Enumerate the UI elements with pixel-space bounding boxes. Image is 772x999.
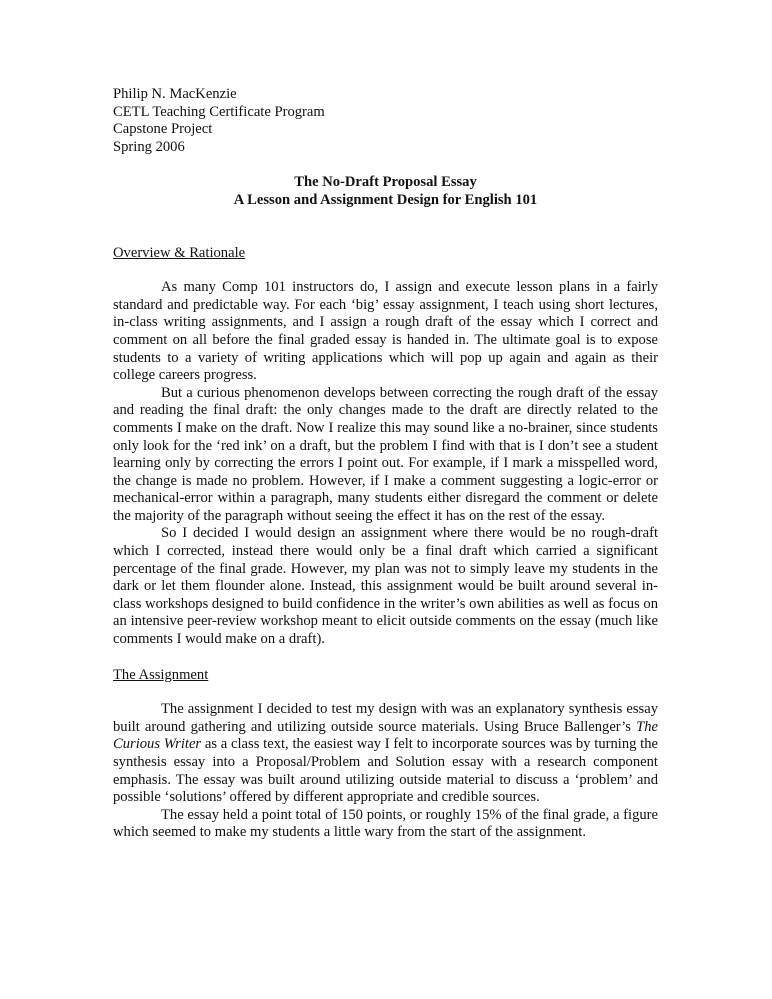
project-name: Capstone Project [113,121,213,138]
section-heading-overview: Overview & Rationale [113,244,246,261]
paragraph-text: The assignment I decided to test my design with was an explanatory synthesis essay built around gathering and utilizing outside source materials. Using Bruce Ballenger’s [113,701,658,735]
section-heading-assignment: The Assignment [113,666,209,683]
document-title [113,174,658,209]
title-main: The No-Draft Proposal Essay [294,174,477,191]
paragraph [113,701,658,807]
document-page [113,86,658,842]
paragraph: But a curious phenomenon develops between correcting the rough draft of the essay and reading the final draft: the only changes made to the draft are directly related to the comments I make on the draft. Now I realize this may sound like a no-brainer, since students only look for the ‘red ink’ on a draft, but the problem I find with that is I don’t see a student learning only by correcting the errors I point out. For example, if I mark a misspelled word, the change is made no problem. However, if I make a comment suggesting a logic-error or mechanical-error within a paragraph, many students either disregard the comment or delete the majority of the paragraph without seeing the effect it has on the rest of the essay. [113,384,658,524]
paragraph: The essay held a point total of 150 points, or roughly 15% of the final grade, a figure which seemed to make my students a little wary from the start of the assignment. [113,806,658,841]
paragraph-text: as a class text, the easiest way I felt to incorporate sources was by turning the synthesis essay into a Proposal/Problem and Solution essay with a research component emphasis. The essay was built around utilizing outside material to discuss a ‘problem’ and possible ‘solutions’ offered by different appropriate and credible sources. [113,736,659,806]
book-title: The Curious Writer [113,718,659,753]
paragraph: So I decided I would design an assignment where there would be no rough-draft which I corrected, instead there would only be a final draft which carried a significant percentage of the final grade. However, my plan was not to simply leave my students in the dark or let them flounder alone. Instead, this assignment would be built around several in-class workshops designed to build confidence in the writer’s own abilities as well as focus on an intensive peer-review workshop meant to elicit outside comments on the essay (much like comments I would make on a draft). [113,525,658,648]
program-name: CETL Teaching Certificate Program [113,103,325,120]
title-subtitle: A Lesson and Assignment Design for English 101 [233,191,538,208]
author-header [113,86,658,156]
author-name: Philip N. MacKenzie [113,86,237,102]
term: Spring 2006 [113,138,185,155]
paragraph: As many Comp 101 instructors do, I assign and execute lesson plans in a fairly standard and predictable way. For each ‘big’ essay assignment, I teach using short lectures, in-class writing assignments, and I assign a rough draft of the essay which I correct and comment on all before the final graded essay is handed in. The ultimate goal is to expose students to a variety of writing applications which will pop up again and again as their college careers progress. [113,279,658,384]
